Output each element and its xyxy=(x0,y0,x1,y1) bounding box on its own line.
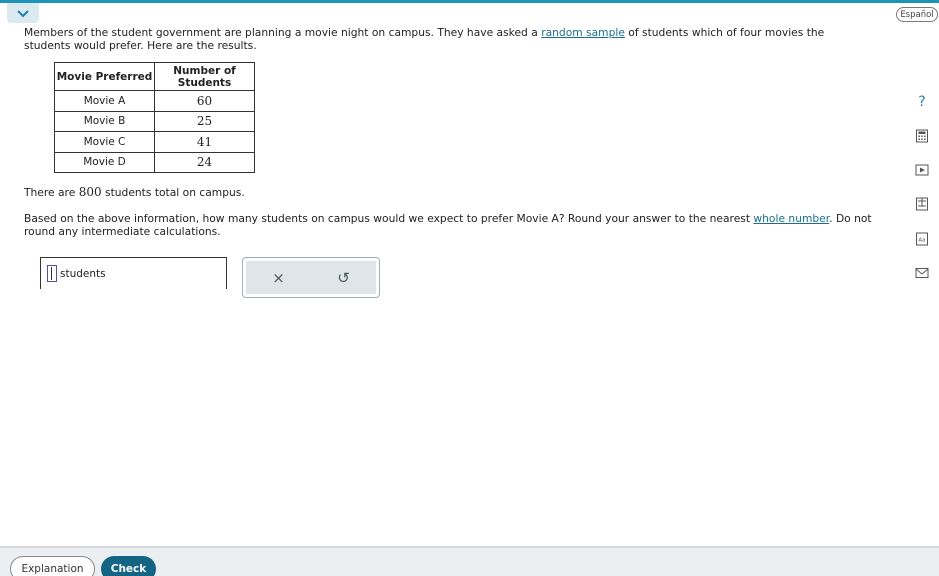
movie-cell: Movie C xyxy=(55,132,155,153)
explanation-button[interactable]: Explanation xyxy=(10,556,95,576)
movie-results-table xyxy=(54,62,255,173)
book-icon[interactable] xyxy=(909,192,935,216)
top-accent-bar xyxy=(0,0,939,3)
check-button[interactable]: Check xyxy=(101,556,156,576)
intro-text-cont: of students which of four movies the students would prefer. Here are the results. xyxy=(24,26,825,52)
table-row xyxy=(55,132,255,153)
answer-actions-panel xyxy=(242,257,380,298)
answer-unit-label: students xyxy=(60,267,106,280)
total-value: 800 xyxy=(78,185,102,199)
answer-input[interactable] xyxy=(47,265,57,282)
answer-input-area[interactable] xyxy=(40,257,227,289)
table-row xyxy=(55,91,255,112)
movie-cell: Movie B xyxy=(55,111,155,132)
header-movie-preferred: Movie Preferred xyxy=(55,63,155,91)
whole-number-link[interactable]: whole number xyxy=(753,212,830,225)
calculator-icon[interactable] xyxy=(909,124,935,148)
count-cell: 41 xyxy=(155,132,255,153)
count-cell: 60 xyxy=(155,91,255,112)
bottom-bar xyxy=(0,546,939,576)
total-students-text: There are 800 students total on campus. xyxy=(24,185,245,199)
problem-intro xyxy=(24,26,874,52)
count-cell: 25 xyxy=(155,111,255,132)
header-number-of-students: Number of Students xyxy=(155,63,255,91)
video-icon[interactable] xyxy=(909,158,935,182)
table-row xyxy=(55,152,255,173)
language-toggle-button[interactable]: Español xyxy=(896,7,938,22)
collapse-button[interactable] xyxy=(7,3,39,23)
count-cell: 24 xyxy=(155,152,255,173)
dictionary-icon[interactable] xyxy=(909,227,935,251)
intro-text: Members of the student government are planning a movie night on campus. They have asked a xyxy=(24,26,542,39)
movie-cell: Movie D xyxy=(55,152,155,173)
svg-text:Aa: Aa xyxy=(918,237,926,244)
help-icon[interactable]: ? xyxy=(918,94,926,110)
movie-cell: Movie A xyxy=(55,91,155,112)
chevron-down-icon xyxy=(16,9,30,18)
table-row xyxy=(55,111,255,132)
clear-icon[interactable]: × xyxy=(272,268,285,287)
question-text: Based on the above information, how many students on campus would we expect to prefer Movie A? Round your answer to the nearest whole number. Do not round any intermediate calculations. xyxy=(24,212,872,238)
mail-icon[interactable] xyxy=(909,261,935,285)
random-sample-link[interactable]: random sample xyxy=(541,26,625,39)
undo-icon[interactable]: ↺ xyxy=(337,268,350,287)
